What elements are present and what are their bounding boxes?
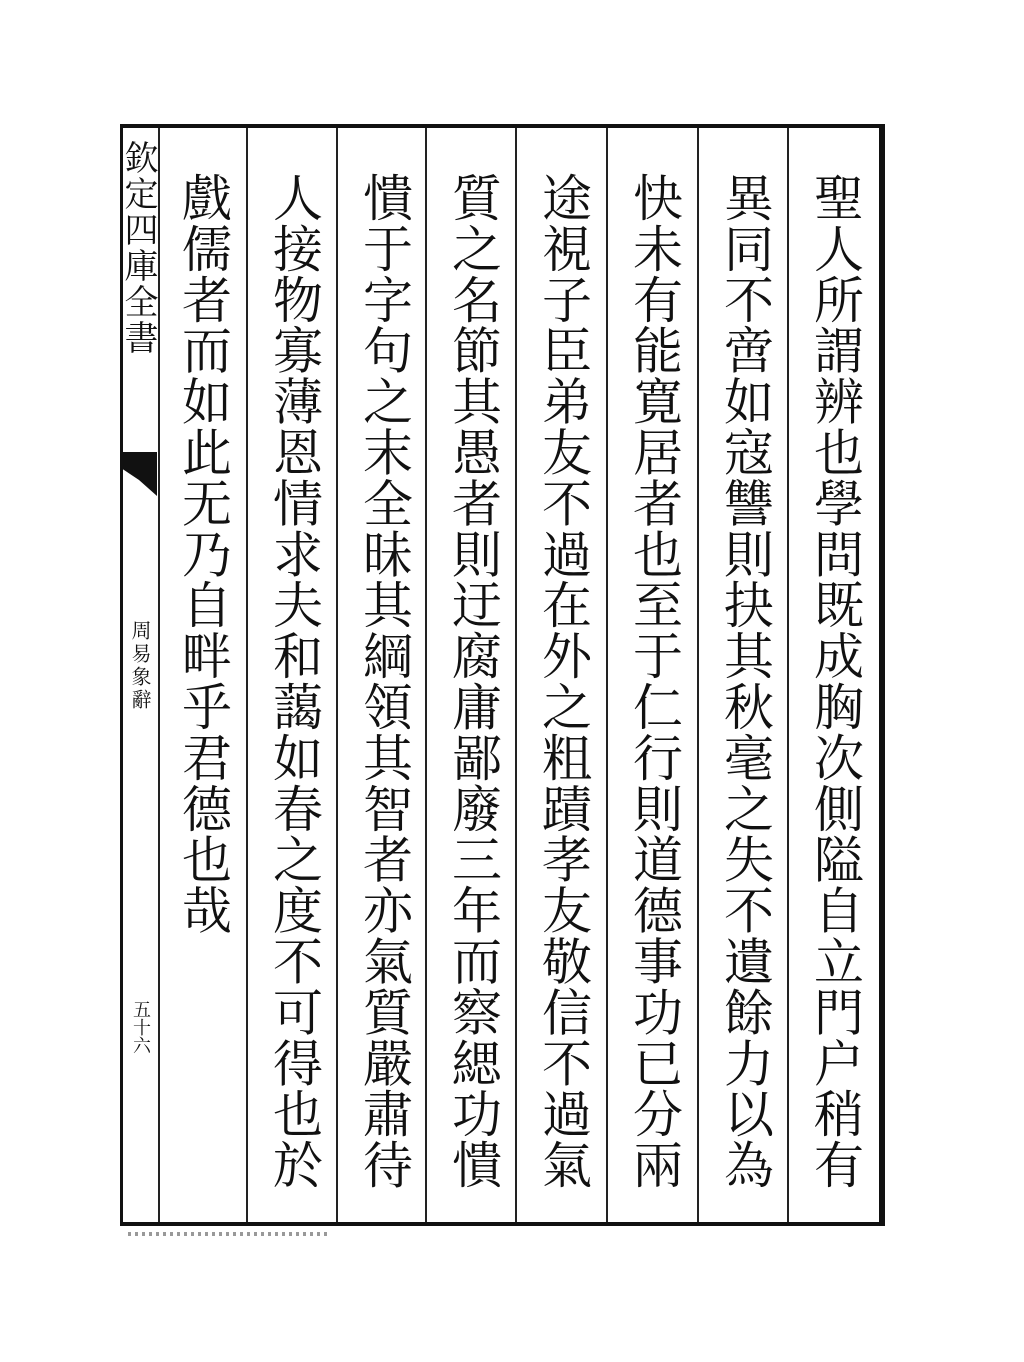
column-rule — [606, 128, 608, 1222]
column-rule — [787, 128, 789, 1222]
text-column-4: 途視子臣弟友不過在外之粗蹟孝友敬信不過氣 — [534, 172, 592, 1190]
column-rule — [515, 128, 517, 1222]
column-rule — [697, 128, 699, 1222]
book-title: 周易象辭 — [128, 620, 152, 712]
text-column-6: 憒于字句之末全昧其綱領其智者亦氣質嚴肅待 — [355, 172, 413, 1190]
text-column-1: 聖人所謂辨也學問既成胸次側隘自立門户稍有 — [806, 172, 864, 1190]
collection-title: 欽定四庫全書 — [118, 140, 158, 356]
fishtail-mark-icon — [121, 452, 157, 496]
text-column-2: 異同不啻如寇讐則抉其秋毫之失不遺餘力以為 — [716, 172, 774, 1190]
column-rule — [336, 128, 338, 1222]
text-column-3: 快未有能寛居者也至于仁行則道德事功已分兩 — [625, 172, 683, 1190]
column-rule — [425, 128, 427, 1222]
column-rule — [158, 128, 160, 1222]
column-rule — [246, 128, 248, 1222]
bottom-margin-marks — [128, 1232, 328, 1236]
text-column-7: 人接物寡薄恩情求夫和藹如春之度不可得也於 — [265, 172, 323, 1190]
text-column-5: 質之名節其愚者則迂腐庸鄙廢三年而察緦功憒 — [444, 172, 502, 1190]
text-column-8: 戲儒者而如此无乃自畔乎君德也哉 — [174, 172, 232, 936]
page-number: 五十六 — [130, 1000, 151, 1054]
